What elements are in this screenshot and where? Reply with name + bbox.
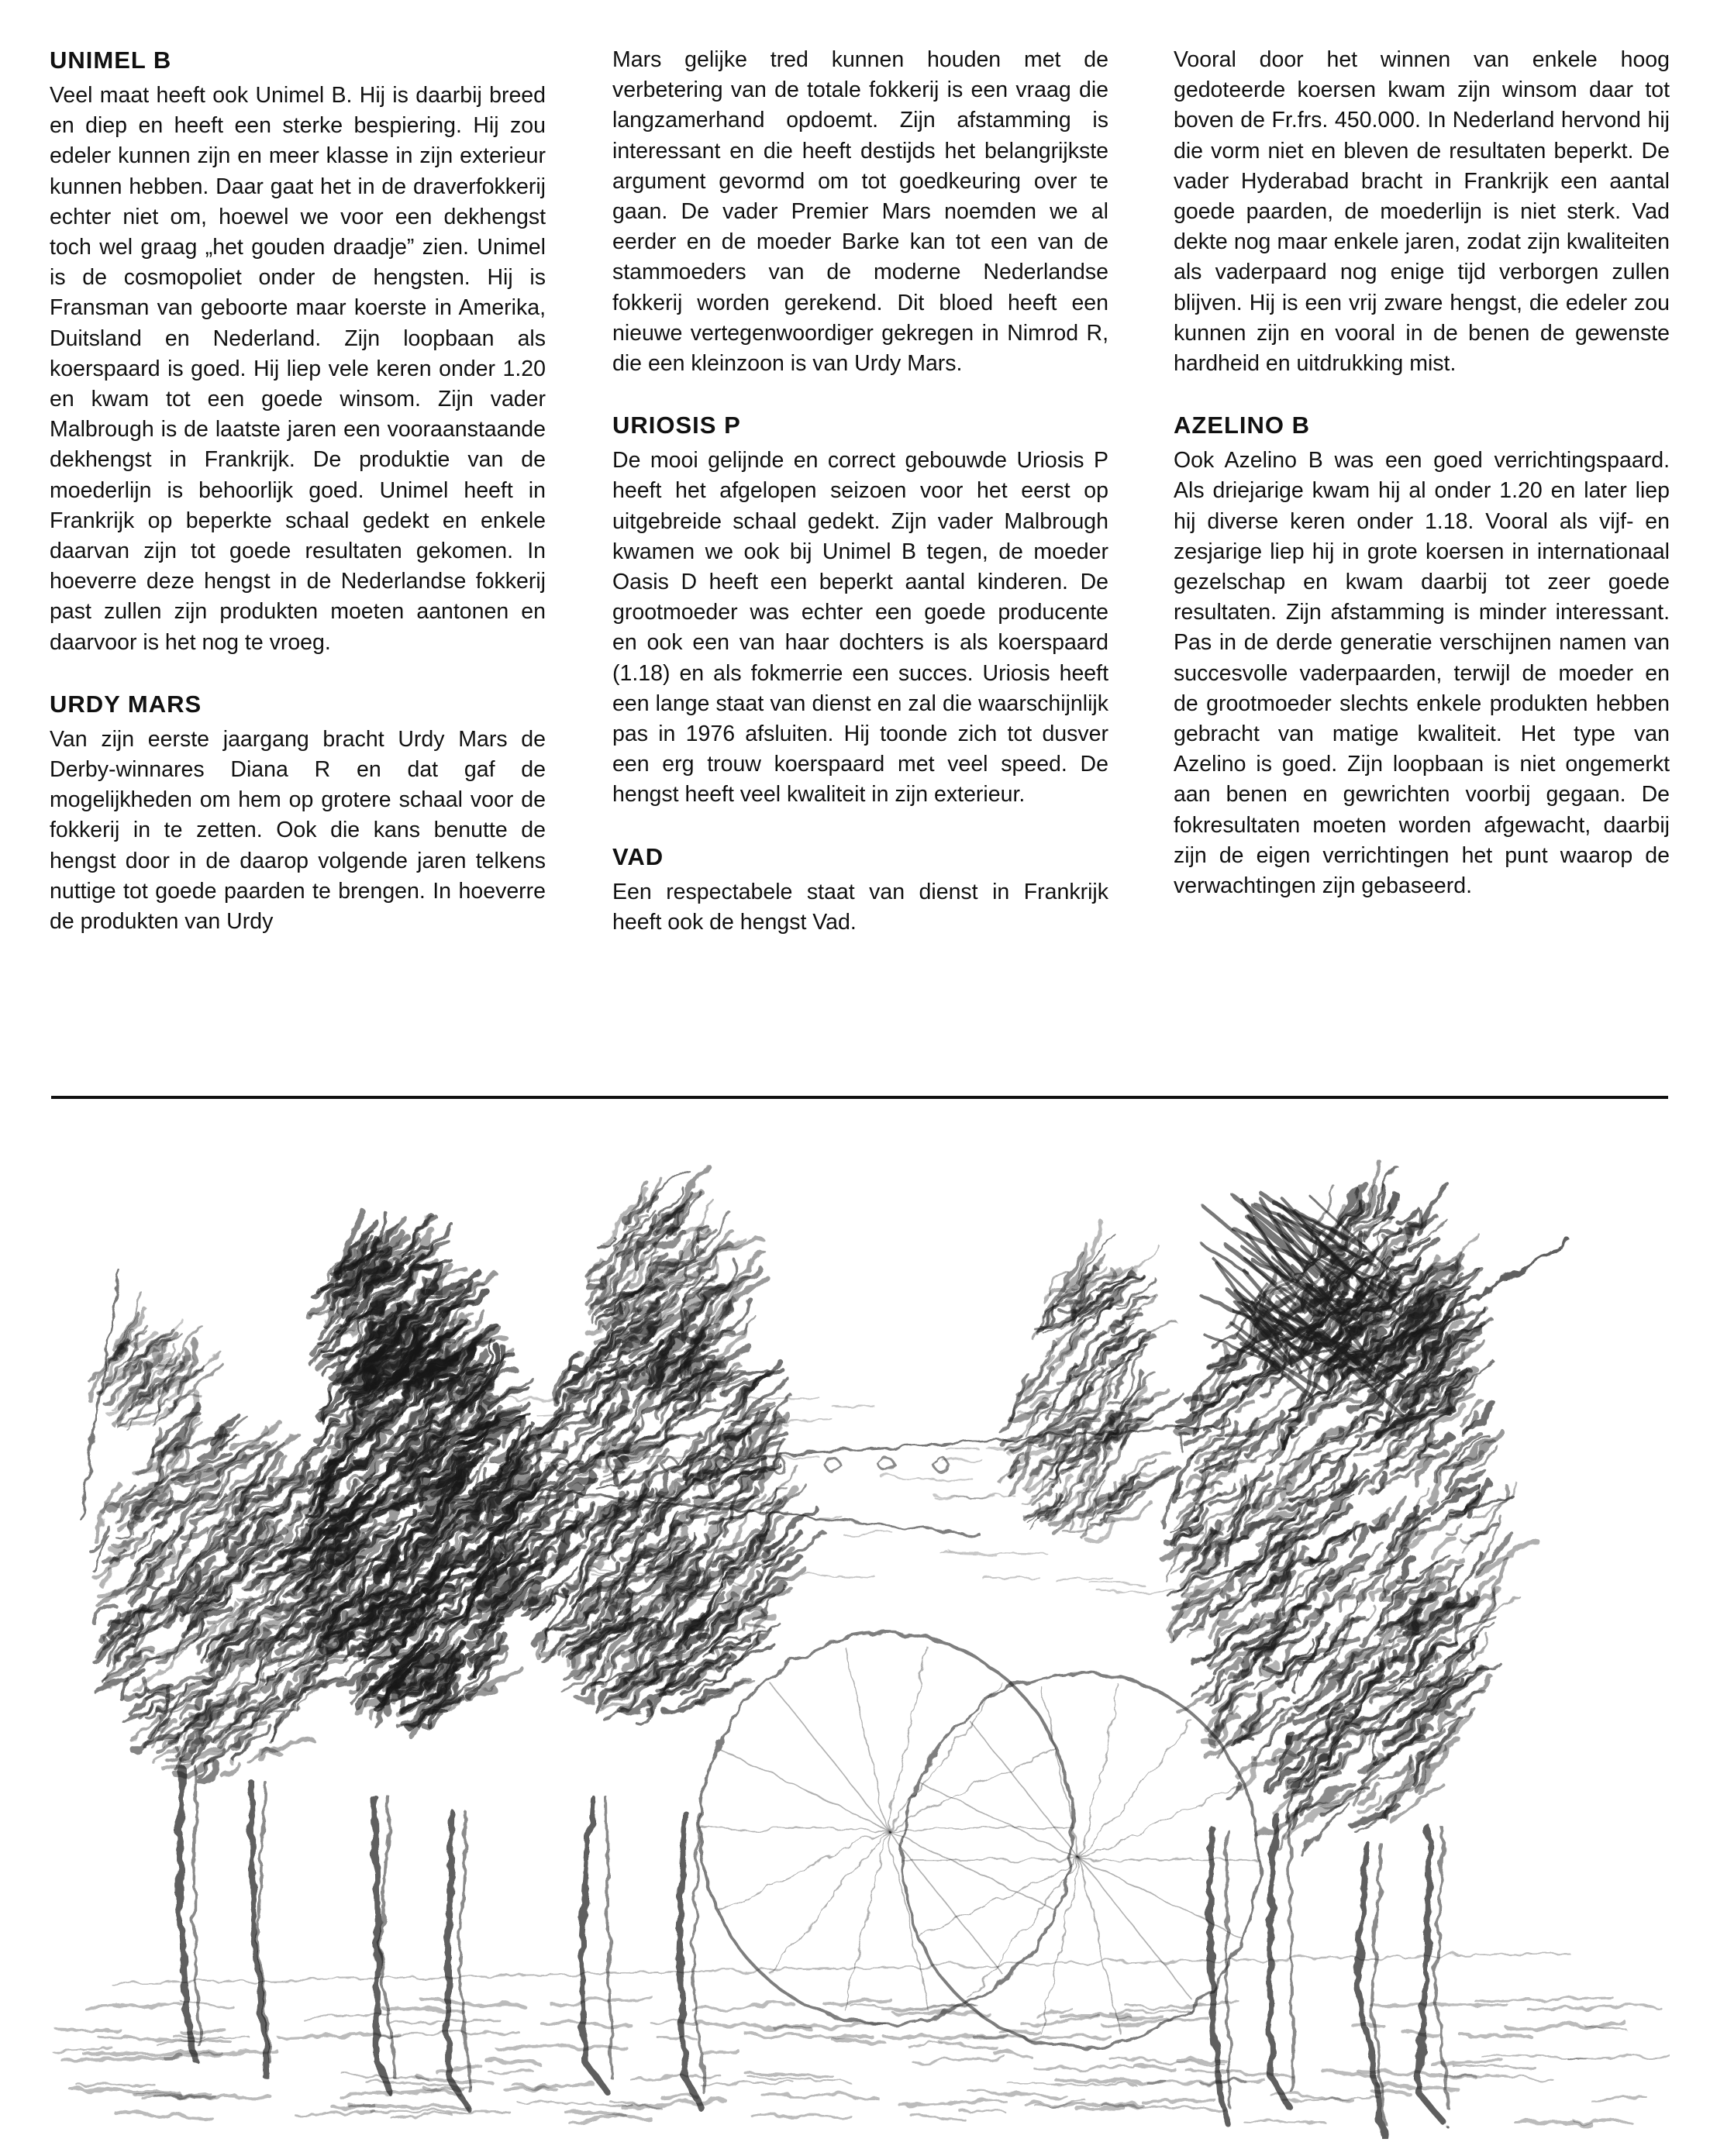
horizontal-divider xyxy=(51,1096,1668,1099)
section-text-vad-continued: Vooral door het winnen van enkele hoog gedoteerde koersen kwam zijn winsom daar tot boven de Fr.frs. 450.000. In Nederland hervond hij die vorm niet en bleven de resultaten beperkt. De vader Hyderabad bracht in Frankrijk een aantal goede paarden, de moederlijn is niet sterk. Vad dekte nog maar enkele jaren, zodat zijn kwaliteiten als vaderpaard nog enige tijd verborgen zullen blijven. Hij is een vrij zware hengst, die edeler zou kunnen zijn en vooral in de benen de gewenste hardheid en uitdrukking mist. xyxy=(1174,47,1670,377)
section-title-uriosis-p: URIOSIS P xyxy=(612,412,741,439)
column-3 xyxy=(1174,45,1670,932)
section-text-urdy-mars-continued: Mars gelijke tred kunnen houden met de verbetering van de totale fokkerij is een vraag die langzamerhand opdoemt. Zijn afstamming is interessant en die heeft destijds het belangrijkste argument gevormd om tot goedkeuring over te gaan. De vader Premier Mars noemden we al eerder en de moeder Barke kan tot een van de stammoeders van de moderne Nederlandse fokkerij worden gerekend. Dit bloed heeft een nieuwe vertegenwoordiger gekregen in Nimrod R, die een kleinzoon is van Urdy Mars. xyxy=(612,47,1108,377)
section-title-vad: VAD xyxy=(612,842,664,870)
section-title-azelino-b: AZELINO B xyxy=(1174,412,1311,439)
harness-racing-sketch-icon xyxy=(50,1131,1670,2139)
column-2 xyxy=(612,45,1108,969)
text-columns xyxy=(50,45,1670,1076)
section-title-urdy-mars: URDY MARS xyxy=(50,690,202,718)
column-1 xyxy=(50,45,546,968)
section-text-azelino-b: Ook Azelino B was een goed verrichtingspaard. Als driejarige kwam hij al onder 1.20 en later liep hij diverse keren onder 1.18. Vooral als vijf- en zesjarige liep hij in grote koersen in internationaal gezelschap en kwam daarbij tot zeer goede resultaten. Zijn afstamming is minder interessant. Pas in de derde generatie verschijnen namen van succesvolle vaderpaarden, terwijl de moeder en de grootmoeder slechts enkele produkten hebben gebracht van matige kwaliteit. Het type van Azelino is goed. Zijn loopbaan is niet ongemerkt aan benen en gewrichten voorbij gegaan. De fokresultaten moeten worden afgewacht, daarbij zijn de eigen verrichtingen het punt waarop de verwachtingen zijn gebaseerd. xyxy=(1174,448,1670,899)
section-text-urdy-mars: Van zijn eerste jaargang bracht Urdy Mars de Derby-winnares Diana R en dat gaf de mogelijkheden om hem op grotere schaal voor de fokkerij in te zetten. Ook die kans benutte de hengst door in de daarop volgende jaren telkens nuttige tot goede paarden te brengen. In hoeverre de produkten van Urdy xyxy=(50,726,546,935)
section-text-unimel-b: Veel maat heeft ook Unimel B. Hij is daarbij breed en diep en heeft een sterke bespiering. Hij zou edeler kunnen zijn en meer klasse in zijn exterieur kunnen hebben. Daar gaat het in de draverfokkerij echter niet om, hoewel we voor een dekhengst toch wel graag „het gouden draadje” zien. Unimel is de cosmopoliet onder de hengsten. Hij is Fransman van geboorte maar koerste in Amerika, Duitsland en Nederland. Zijn loopbaan als koerspaard is goed. Hij liep vele keren onder 1.20 en kwam tot een goede winsom. Zijn vader Malbrough is de laatste jaren een vooraanstaande dekhengst in Frankrijk. De produktie van de moederlijn is behoorlijk goed. Unimel heeft in Frankrijk op beperkte schaal gedekt en enkele daarvan zijn tot goede resultaten gekomen. In hoeverre deze hengst in de Nederlandse fokkerij past zullen zijn produkten moeten aantonen en daarvoor is het nog te vroeg. xyxy=(50,83,546,655)
section-text-vad: Een respectabele staat van dienst in Frankrijk heeft ook de hengst Vad. xyxy=(612,879,1108,935)
section-title-unimel-b: UNIMEL B xyxy=(50,46,172,74)
section-text-uriosis-p: De mooi gelijnde en correct gebouwde Uriosis P heeft het afgelopen seizoen voor het eerst op uitgebreide schaal gedekt. Zijn vader Malbrough kwamen we ook bij Unimel B tegen, de moeder Oasis D heeft een beperkt aantal kinderen. De grootmoeder was echter een goede producente en ook een van haar dochters is als koerspaard (1.18) en als fokmerrie een succes. Uriosis heeft een lange staat van dienst en zal die waarschijnlijk pas in 1976 afsluiten. Hij toonde zich tot dusver een erg trouw koerspaard met veel speed. De hengst heeft veel kwaliteit in zijn exterieur. xyxy=(612,448,1108,808)
